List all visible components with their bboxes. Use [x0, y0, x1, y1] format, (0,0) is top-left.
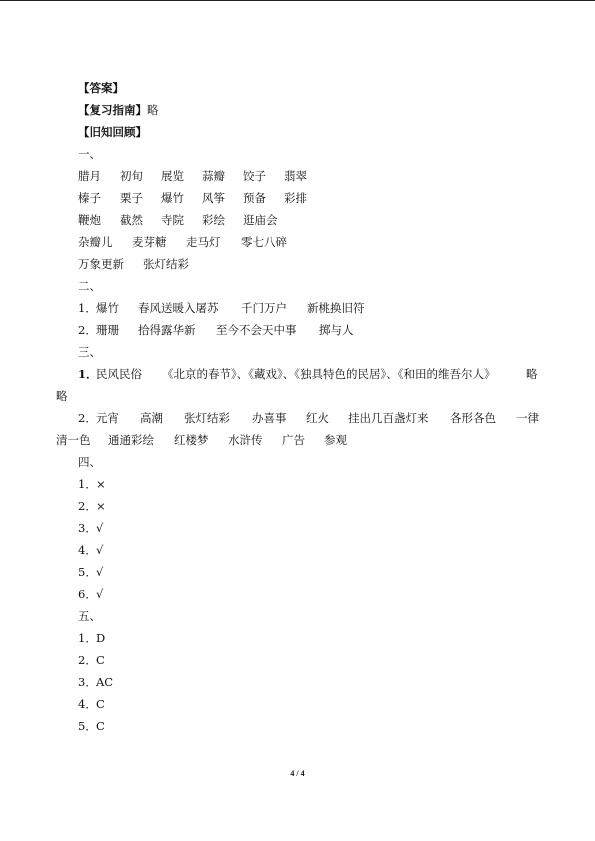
item-number: 2． [78, 411, 97, 425]
section-5-item-2 [78, 653, 105, 667]
vocab-word: 零七八碎 [241, 235, 287, 249]
vocab-row-5 [78, 257, 189, 271]
section-3-item-1-wrap: 略 [56, 389, 68, 403]
answer-word: 略 [526, 367, 538, 381]
item-number: 5． [78, 565, 97, 579]
vocab-word: 万象更新 [78, 257, 124, 271]
section-4-item-3 [78, 521, 103, 535]
answer-word: 参观 [324, 433, 347, 447]
section-3-item-2-line-2 [56, 433, 347, 447]
choice-answer: C [96, 719, 105, 733]
page-number: 4 / 4 [290, 769, 305, 778]
vocab-word: 初旬 [120, 169, 143, 183]
section-5-item-4 [78, 697, 105, 711]
item-number: 2． [78, 323, 97, 337]
item-number: 1． [78, 631, 97, 645]
vocab-row-4 [78, 235, 287, 249]
item-number: 3． [78, 675, 97, 689]
section-2-item-2 [78, 323, 354, 337]
vocab-word: 榛子 [78, 191, 101, 205]
judgement-mark: √ [96, 587, 104, 601]
vocab-word: 风筝 [202, 191, 225, 205]
answer-word: 通通彩绘 [108, 433, 154, 447]
item-number: 2． [78, 499, 97, 513]
item-number: 4． [78, 697, 97, 711]
answer-word: 《北京的春节》、《藏戏》、《独具特色的民居》、《和田的维吾尔人》 [162, 367, 496, 381]
section-1-heading: 一、 [78, 147, 101, 161]
section-5-heading: 五、 [78, 609, 101, 623]
answer-word: 办喜事 [252, 411, 287, 425]
vocab-word: 截然 [120, 213, 143, 227]
vocab-word: 爆竹 [161, 191, 184, 205]
answer-word: 广告 [282, 433, 305, 447]
answer-word: 各形各色 [450, 411, 496, 425]
section-4-heading: 四、 [78, 455, 101, 469]
item-number: 1． [78, 477, 97, 491]
answer-word: 拾得露华新 [138, 323, 196, 337]
item-number: 1． [78, 367, 98, 381]
item-number: 2． [78, 653, 97, 667]
answer-word: 水浒传 [228, 433, 263, 447]
vocab-word: 麦芽糖 [132, 235, 167, 249]
vocab-row-3 [78, 213, 278, 227]
item-number: 5． [78, 719, 97, 733]
review-guide-line [78, 103, 159, 117]
item-number: 3． [78, 521, 97, 535]
top-border-line [0, 0, 595, 1]
answer-word: 张灯结彩 [184, 411, 230, 425]
section-5-item-1 [78, 631, 105, 645]
section-3-heading: 三、 [78, 345, 101, 359]
answer-word: 掷与人 [319, 323, 354, 337]
answer-word: 珊珊 [96, 323, 119, 337]
choice-answer: C [96, 697, 105, 711]
vocab-word: 张灯结彩 [143, 257, 189, 271]
section-4-item-2 [78, 499, 106, 513]
section-4-item-1 [78, 477, 106, 491]
item-number: 1． [78, 301, 97, 315]
section-2-heading: 二、 [78, 279, 101, 293]
vocab-word: 栗子 [120, 191, 143, 205]
answer-word: 挂出几百盏灯来 [348, 411, 429, 425]
answer-heading: 【答案】 [78, 81, 124, 95]
choice-answer: D [96, 631, 106, 645]
answer-word: 一律 [516, 411, 539, 425]
vocab-row-1 [78, 169, 307, 183]
section-5-item-3 [78, 675, 113, 689]
answer-word: 红火 [306, 411, 329, 425]
vocab-word: 饺子 [243, 169, 266, 183]
vocab-row-2 [78, 191, 307, 205]
vocab-word: 杂瓣儿 [78, 235, 113, 249]
answer-word: 千门万户 [241, 301, 287, 315]
vocab-word: 寺院 [161, 213, 184, 227]
judgement-mark: √ [96, 565, 104, 579]
old-knowledge-heading: 【旧知回顾】 [78, 125, 147, 139]
vocab-word: 展览 [161, 169, 184, 183]
vocab-word: 逛庙会 [243, 213, 278, 227]
answer-word: 清一色 [56, 433, 91, 447]
answer-word: 爆竹 [96, 301, 119, 315]
section-4-item-4 [78, 543, 103, 557]
vocab-word: 腊月 [78, 169, 101, 183]
section-2-item-1 [78, 301, 365, 315]
answer-word: 民风民俗 [96, 367, 142, 381]
item-number: 6． [78, 587, 97, 601]
judgement-mark: × [96, 477, 106, 491]
item-number: 4． [78, 543, 97, 557]
section-3-item-1 [78, 367, 538, 381]
vocab-word: 鞭炮 [78, 213, 101, 227]
vocab-word: 彩绘 [202, 213, 225, 227]
answer-word: 红楼梦 [174, 433, 209, 447]
section-5-item-5 [78, 719, 105, 733]
review-guide-label: 【复习指南】 [78, 103, 147, 117]
section-4-item-5 [78, 565, 103, 579]
vocab-word: 翡翠 [284, 169, 307, 183]
answer-word: 春风送暖入屠苏 [138, 301, 219, 315]
section-3-item-2-line-1 [78, 411, 539, 425]
section-4-item-6 [78, 587, 103, 601]
review-guide-value: 略 [147, 103, 159, 117]
judgement-mark: √ [96, 521, 104, 535]
choice-answer: C [96, 653, 105, 667]
vocab-word: 蒜瓣 [202, 169, 225, 183]
answer-word: 新桃换旧符 [307, 301, 365, 315]
answer-word: 至今不会天中事 [216, 323, 297, 337]
vocab-word: 走马灯 [186, 235, 221, 249]
answer-word: 高潮 [140, 411, 163, 425]
judgement-mark: √ [96, 543, 104, 557]
choice-answer: AC [96, 675, 114, 689]
vocab-word: 预备 [243, 191, 266, 205]
answer-word: 元宵 [96, 411, 119, 425]
vocab-word: 彩排 [284, 191, 307, 205]
judgement-mark: × [96, 499, 106, 513]
